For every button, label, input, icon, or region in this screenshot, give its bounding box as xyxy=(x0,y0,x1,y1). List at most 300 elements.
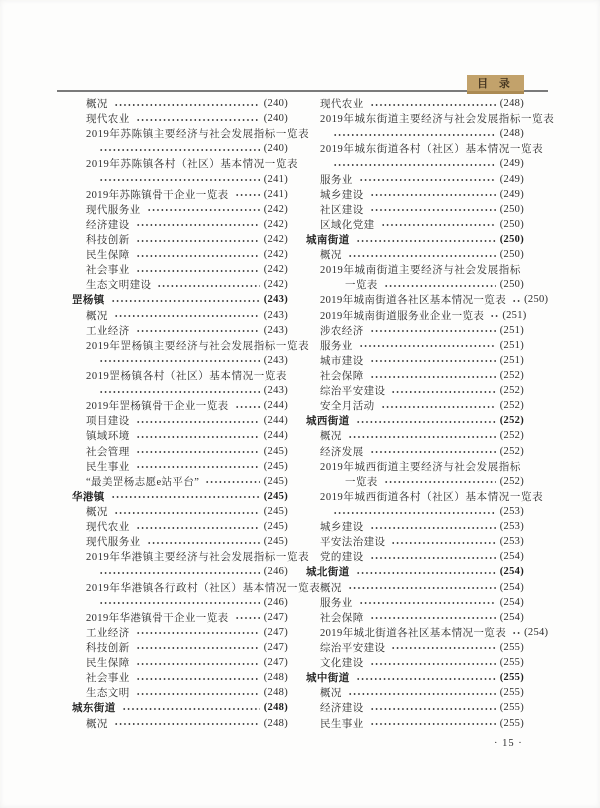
toc-row xyxy=(72,398,288,413)
toc-row xyxy=(72,474,288,489)
leader-dots xyxy=(235,616,260,620)
toc-entry-label: 经济建设 xyxy=(320,703,364,715)
toc-page-number: (251) xyxy=(499,324,524,336)
toc-row xyxy=(306,217,524,232)
toc-row xyxy=(306,383,524,398)
toc-row xyxy=(306,428,524,443)
toc-page-number: (250) xyxy=(499,279,524,291)
toc-row xyxy=(306,156,524,171)
leader-dots xyxy=(136,465,260,469)
toc-row xyxy=(306,640,524,655)
toc-page-number: (248) xyxy=(499,98,524,110)
toc-entry-label: 项目建设 xyxy=(86,416,130,428)
toc-page-number: (242) xyxy=(263,203,288,215)
toc-page-number: (243) xyxy=(263,309,288,321)
leader-dots xyxy=(136,646,260,650)
toc-row xyxy=(72,549,310,564)
toc-row xyxy=(306,519,524,534)
toc-column-right xyxy=(306,96,555,731)
toc-entry-label: 城乡建设 xyxy=(320,522,364,534)
leader-dots xyxy=(348,254,496,258)
toc-page-number: (252) xyxy=(499,385,524,397)
toc-page-number: (240) xyxy=(263,98,288,110)
toc-page-number: (255) xyxy=(499,687,524,699)
toc-entry-label: 涉农经济 xyxy=(320,325,364,337)
toc-entry-label: 民生保障 xyxy=(86,250,130,262)
toc-page-number: (250) xyxy=(499,218,524,230)
toc-row xyxy=(72,670,288,685)
toc-entry-label: 民生事业 xyxy=(86,461,130,473)
leader-dots xyxy=(111,495,260,499)
toc-entry-label: 2019年城东街道各村（社区）基本情况一览表 xyxy=(320,144,544,156)
toc-entry-label: 2019年罡杨镇主要经济与社会发展指标一览表 xyxy=(86,340,310,352)
toc-entry-label: 经济建设 xyxy=(86,219,130,231)
toc-page-number: (241) xyxy=(263,173,288,185)
toc-entry-label: 民生保障 xyxy=(86,658,130,670)
toc-row xyxy=(306,247,524,262)
toc-page-number: (255) xyxy=(499,657,524,669)
toc-page-number: (252) xyxy=(499,475,524,487)
toc-row xyxy=(306,111,555,126)
toc-section-label: 城中街道 xyxy=(306,673,350,685)
toc-row xyxy=(306,580,524,595)
toc-page-number: (241) xyxy=(263,188,288,200)
toc-entry-label: 社会管理 xyxy=(86,446,130,458)
leader-dots xyxy=(381,405,496,409)
page-number-footer: · 15 · xyxy=(494,738,523,749)
toc-entry-label: 2019年罡杨镇骨干企业一览表 xyxy=(86,401,229,413)
toc-entry-label: 经济发展 xyxy=(320,446,364,458)
toc-entry-label: 生态文明 xyxy=(86,688,130,700)
toc-page-number: (252) xyxy=(499,400,524,412)
toc-row xyxy=(72,610,288,625)
toc-page-number: (247) xyxy=(263,657,288,669)
leader-dots xyxy=(136,254,260,258)
toc-row xyxy=(72,489,288,504)
toc-row xyxy=(72,640,288,655)
toc-row xyxy=(306,564,524,579)
toc-entry-label: 概况 xyxy=(86,99,108,111)
toc-page-number: (244) xyxy=(263,415,288,427)
leader-dots xyxy=(370,329,496,333)
leader-dots xyxy=(391,390,495,394)
toc-page-number: (249) xyxy=(499,158,524,170)
toc-page-number: (253) xyxy=(499,506,524,517)
toc-page-number: (249) xyxy=(499,188,524,200)
leader-dots xyxy=(136,526,260,530)
toc-page-number: (250) xyxy=(499,249,524,261)
toc-page-number: (253) xyxy=(499,521,524,533)
toc-page-number: (254) xyxy=(524,626,549,638)
leader-dots xyxy=(136,420,260,424)
toc-entry-label: 2019年城西街道各村（社区）基本情况一览表 xyxy=(320,491,544,503)
toc-row xyxy=(306,625,549,640)
toc-section-label: 城西街道 xyxy=(306,416,350,428)
leader-dots xyxy=(370,526,496,530)
toc-entry-label: 科技创新 xyxy=(86,642,130,654)
toc-row xyxy=(72,187,288,202)
toc-entry-label: 2019年城北街道各社区基本情况一览表 xyxy=(320,627,507,639)
leader-dots xyxy=(381,223,496,227)
toc-entry-label: 2019年城南街道各社区基本情况一览表 xyxy=(320,295,507,307)
toc-entry-label: 社会事业 xyxy=(86,673,130,685)
toc-entry-label: 2019年城南街道主要经济与社会发展指标 xyxy=(320,265,521,277)
toc-entry-label: 2019年华港镇骨干企业一览表 xyxy=(86,612,229,624)
toc-row xyxy=(72,595,288,610)
toc-page-number: (243) xyxy=(263,354,288,366)
leader-dots xyxy=(512,299,520,303)
leader-dots xyxy=(384,284,496,288)
toc-entry-label: 党的建设 xyxy=(320,552,364,564)
toc-row xyxy=(306,141,544,156)
toc-row xyxy=(72,353,288,368)
toc-entry-label: 社会保障 xyxy=(320,371,364,383)
toc-entry-label: 社会事业 xyxy=(86,265,130,277)
toc-row xyxy=(306,262,524,277)
toc-row xyxy=(72,459,288,474)
toc-row xyxy=(72,700,288,715)
leader-dots xyxy=(157,284,259,288)
toc-entry-label: 现代服务业 xyxy=(86,204,141,216)
toc-page-number: (252) xyxy=(499,445,524,457)
toc-page-number: (250) xyxy=(499,203,524,215)
leader-dots xyxy=(391,541,495,545)
toc-page-number: (243) xyxy=(263,385,288,397)
leader-dots xyxy=(111,299,260,303)
leader-dots xyxy=(359,601,496,605)
toc-entry-label: 概况 xyxy=(320,582,342,594)
toc-row xyxy=(72,368,288,383)
leader-dots xyxy=(136,662,260,666)
toc-entry-label: 生态文明建设 xyxy=(86,280,152,292)
toc-entry-label: 2019罡杨镇各村（社区）基本情况一览表 xyxy=(86,371,287,383)
leader-dots xyxy=(512,631,520,635)
toc-row xyxy=(72,580,321,595)
leader-dots xyxy=(114,511,260,515)
toc-page-number: (240) xyxy=(263,113,288,125)
toc-page-number: (247) xyxy=(263,626,288,638)
toc-row xyxy=(306,504,524,519)
toc-page-number: (252) xyxy=(499,370,524,382)
toc-row xyxy=(72,338,310,353)
toc-row xyxy=(72,534,288,549)
toc-page-number: (254) xyxy=(499,611,524,623)
toc-entry-label: 概况 xyxy=(86,507,108,518)
toc-page-number: (250) xyxy=(499,234,524,246)
toc-row xyxy=(306,670,524,685)
toc-page-number: (246) xyxy=(263,566,288,578)
leader-dots xyxy=(136,239,260,243)
toc-row xyxy=(306,398,524,413)
toc-column-left xyxy=(72,96,321,731)
toc-page-number: (244) xyxy=(263,430,288,442)
leader-dots xyxy=(147,541,260,545)
toc-row xyxy=(306,413,524,428)
leader-dots xyxy=(114,314,260,318)
toc-page-number: (253) xyxy=(499,536,524,548)
toc-row xyxy=(306,172,524,187)
toc-entry-label: 概况 xyxy=(320,250,342,262)
toc-row xyxy=(72,308,288,323)
toc-page-number: (255) xyxy=(499,672,524,684)
toc-row xyxy=(306,353,524,368)
leader-dots xyxy=(136,677,260,681)
leader-dots xyxy=(359,344,496,348)
leader-dots xyxy=(370,375,496,379)
leader-dots xyxy=(235,193,260,197)
toc-row xyxy=(306,338,524,353)
toc-page-number: (245) xyxy=(263,506,288,517)
toc-entry-label: 平安法治建设 xyxy=(320,537,386,549)
leader-dots xyxy=(99,359,260,363)
toc-page-number: (247) xyxy=(263,641,288,653)
toc-page-number: (254) xyxy=(499,596,524,608)
toc-page-number: (248) xyxy=(263,702,288,714)
toc-row xyxy=(72,715,288,730)
toc-entry-label: 城乡建设 xyxy=(320,189,364,201)
toc-row xyxy=(72,217,288,232)
toc-page-number: (245) xyxy=(263,490,288,502)
toc-entry-label: 综治平安建设 xyxy=(320,642,386,654)
toc-page-number: (252) xyxy=(499,430,524,442)
toc-page-number: (255) xyxy=(499,702,524,714)
toc-row xyxy=(306,489,544,504)
toc-page-number: (255) xyxy=(499,717,524,729)
toc-section-label: 罡杨镇 xyxy=(72,295,105,307)
toc-entry-label: 文化建设 xyxy=(320,658,364,670)
toc-page-number: (244) xyxy=(263,400,288,412)
toc-page-number: (242) xyxy=(263,249,288,261)
toc-header-badge xyxy=(467,75,524,94)
leader-dots xyxy=(99,390,260,394)
toc-page-number: (243) xyxy=(263,324,288,336)
toc-page-number: (251) xyxy=(499,354,524,366)
toc-row xyxy=(72,413,288,428)
leader-dots xyxy=(356,571,496,575)
leader-dots xyxy=(370,616,496,620)
toc-entry-label: 2019年苏陈镇骨干企业一览表 xyxy=(86,189,229,201)
toc-page-number: (245) xyxy=(263,536,288,548)
leader-dots xyxy=(348,586,496,590)
leader-dots xyxy=(136,329,260,333)
toc-row xyxy=(72,247,288,262)
leader-dots xyxy=(356,420,496,424)
toc-row xyxy=(306,474,524,489)
leader-dots xyxy=(370,707,496,711)
toc-entry-label: “最美罡杨志愿e站平台” xyxy=(86,476,200,488)
toc-page-number: (245) xyxy=(263,521,288,533)
toc-entry-label: 镇域环境 xyxy=(86,431,130,443)
toc-entry-label: 综治平安建设 xyxy=(320,386,386,398)
toc-entry-label: 一览表 xyxy=(345,476,378,488)
toc-entry-label: 概况 xyxy=(320,431,342,443)
leader-dots xyxy=(384,480,496,484)
toc-row xyxy=(306,459,524,474)
leader-dots xyxy=(136,269,260,273)
toc-row xyxy=(306,96,524,111)
toc-page-number: (251) xyxy=(502,309,527,321)
leader-dots xyxy=(359,178,496,182)
toc-row xyxy=(306,292,549,307)
toc-row xyxy=(72,277,288,292)
toc-row xyxy=(72,202,288,217)
toc-page-number: (248) xyxy=(263,672,288,684)
toc-row xyxy=(306,308,527,323)
toc-page-number: (242) xyxy=(263,218,288,230)
toc-entry-label: 现代农业 xyxy=(320,99,364,111)
leader-dots xyxy=(370,662,496,666)
toc-row xyxy=(306,232,524,247)
toc-row xyxy=(306,655,524,670)
toc-entry-label: 区域化党建 xyxy=(320,219,375,231)
toc-row xyxy=(72,428,288,443)
toc-page-number: (248) xyxy=(263,687,288,699)
toc-page-number: (248) xyxy=(263,717,288,729)
toc-row xyxy=(72,232,288,247)
toc-entry-label: 概况 xyxy=(320,688,342,700)
toc-entry-label: 安全月活动 xyxy=(320,401,375,413)
toc-section-label: 城东街道 xyxy=(72,703,116,715)
toc-row xyxy=(72,262,288,277)
toc-page-number: (255) xyxy=(499,641,524,653)
toc-row xyxy=(306,534,524,549)
leader-dots xyxy=(99,178,260,182)
toc-row xyxy=(306,715,524,730)
toc-page-number: (250) xyxy=(524,294,549,306)
leader-dots xyxy=(205,480,259,484)
toc-row xyxy=(72,564,288,579)
toc-row xyxy=(306,202,524,217)
toc-row xyxy=(306,444,524,459)
leader-dots xyxy=(99,148,260,152)
toc-row xyxy=(306,187,524,202)
toc-row xyxy=(72,519,288,534)
toc-page-number: (251) xyxy=(499,339,524,351)
leader-dots xyxy=(333,133,496,137)
toc-row xyxy=(72,96,288,111)
toc-row xyxy=(306,685,524,700)
toc-row xyxy=(72,444,288,459)
toc-row xyxy=(72,172,288,187)
toc-row xyxy=(72,655,288,670)
leader-dots xyxy=(99,601,260,605)
leader-dots xyxy=(122,707,260,711)
leader-dots xyxy=(136,692,260,696)
toc-entry-label: 2019年城西街道主要经济与社会发展指标 xyxy=(320,461,521,473)
toc-page-number: (245) xyxy=(263,445,288,457)
leader-dots xyxy=(370,556,496,560)
leader-dots xyxy=(147,208,260,212)
toc-row xyxy=(72,156,299,171)
toc-section-label: 城北街道 xyxy=(306,567,350,579)
toc-row xyxy=(72,625,288,640)
toc-row xyxy=(72,504,288,519)
toc-entry-label: 概况 xyxy=(86,718,108,730)
leader-dots xyxy=(99,571,260,575)
toc-section-label: 华港镇 xyxy=(72,491,105,503)
toc-entry-label: 现代农业 xyxy=(86,522,130,534)
toc-page-number: (245) xyxy=(263,460,288,472)
toc-entry-label: 社会保障 xyxy=(320,612,364,624)
toc-row xyxy=(306,277,524,292)
toc-row xyxy=(72,111,288,126)
toc-entry-label: 服务业 xyxy=(320,174,353,186)
leader-dots xyxy=(136,631,260,635)
toc-row xyxy=(306,323,524,338)
toc-entry-label: 2019年城东街道主要经济与社会发展指标一览表 xyxy=(320,114,555,126)
leader-dots xyxy=(114,103,260,107)
toc-page-number: (245) xyxy=(263,475,288,487)
toc-row xyxy=(72,323,288,338)
leader-dots xyxy=(136,435,260,439)
toc-entry-label: 城市建设 xyxy=(320,355,364,367)
toc-entry-label: 社区建设 xyxy=(320,204,364,216)
toc-row xyxy=(306,610,524,625)
toc-page-number: (247) xyxy=(263,611,288,623)
toc-section-label: 城南街道 xyxy=(306,235,350,247)
toc-entry-label: 科技创新 xyxy=(86,235,130,247)
toc-entry-label: 一览表 xyxy=(345,280,378,292)
leader-dots xyxy=(348,435,496,439)
toc-header-badge-label: 目 录 xyxy=(477,78,514,90)
leader-dots xyxy=(333,511,496,515)
leader-dots xyxy=(136,223,260,227)
toc-page-number: (242) xyxy=(263,264,288,276)
leader-dots xyxy=(136,450,260,454)
toc-entry-label: 2019年华港镇各行政村（社区）基本情况一览表 xyxy=(86,582,321,594)
leader-dots xyxy=(370,722,496,726)
toc-row xyxy=(72,383,288,398)
toc-entry-label: 概况 xyxy=(86,310,108,322)
leader-dots xyxy=(114,722,260,726)
leader-dots xyxy=(490,314,498,318)
toc-page-number: (242) xyxy=(263,279,288,291)
toc-entry-label: 2019年苏陈镇各村（社区）基本情况一览表 xyxy=(86,159,299,171)
toc-row xyxy=(306,368,524,383)
toc-row xyxy=(72,126,310,141)
toc-row xyxy=(72,292,288,307)
leader-dots xyxy=(370,450,496,454)
toc-row xyxy=(72,685,288,700)
toc-row xyxy=(306,595,524,610)
toc-row xyxy=(72,141,288,156)
leader-dots xyxy=(370,208,496,212)
toc-entry-label: 服务业 xyxy=(320,597,353,609)
toc-row xyxy=(306,700,524,715)
toc-page-number: (254) xyxy=(499,551,524,563)
toc-entry-label: 服务业 xyxy=(320,340,353,352)
toc-entry-label: 工业经济 xyxy=(86,627,130,639)
leader-dots xyxy=(348,692,496,696)
toc-entry-label: 民生事业 xyxy=(320,718,364,730)
leader-dots xyxy=(370,193,496,197)
toc-entry-label: 2019年苏陈镇主要经济与社会发展指标一览表 xyxy=(86,129,310,141)
toc-page-number: (254) xyxy=(499,581,524,593)
toc-row xyxy=(306,549,524,564)
toc-entry-label: 2019年华港镇主要经济与社会发展指标一览表 xyxy=(86,552,310,564)
leader-dots xyxy=(370,103,496,107)
leader-dots xyxy=(356,677,496,681)
toc-entry-label: 现代农业 xyxy=(86,114,130,126)
leader-dots xyxy=(370,359,496,363)
toc-page-number: (246) xyxy=(263,596,288,608)
toc-page-number: (254) xyxy=(499,566,524,578)
toc-entry-label: 2019年城南街道服务业企业一览表 xyxy=(320,310,485,322)
toc-page-number: (252) xyxy=(499,415,524,427)
toc-page-number: (248) xyxy=(499,128,524,140)
toc-page-number: (240) xyxy=(263,143,288,155)
leader-dots xyxy=(333,163,496,167)
